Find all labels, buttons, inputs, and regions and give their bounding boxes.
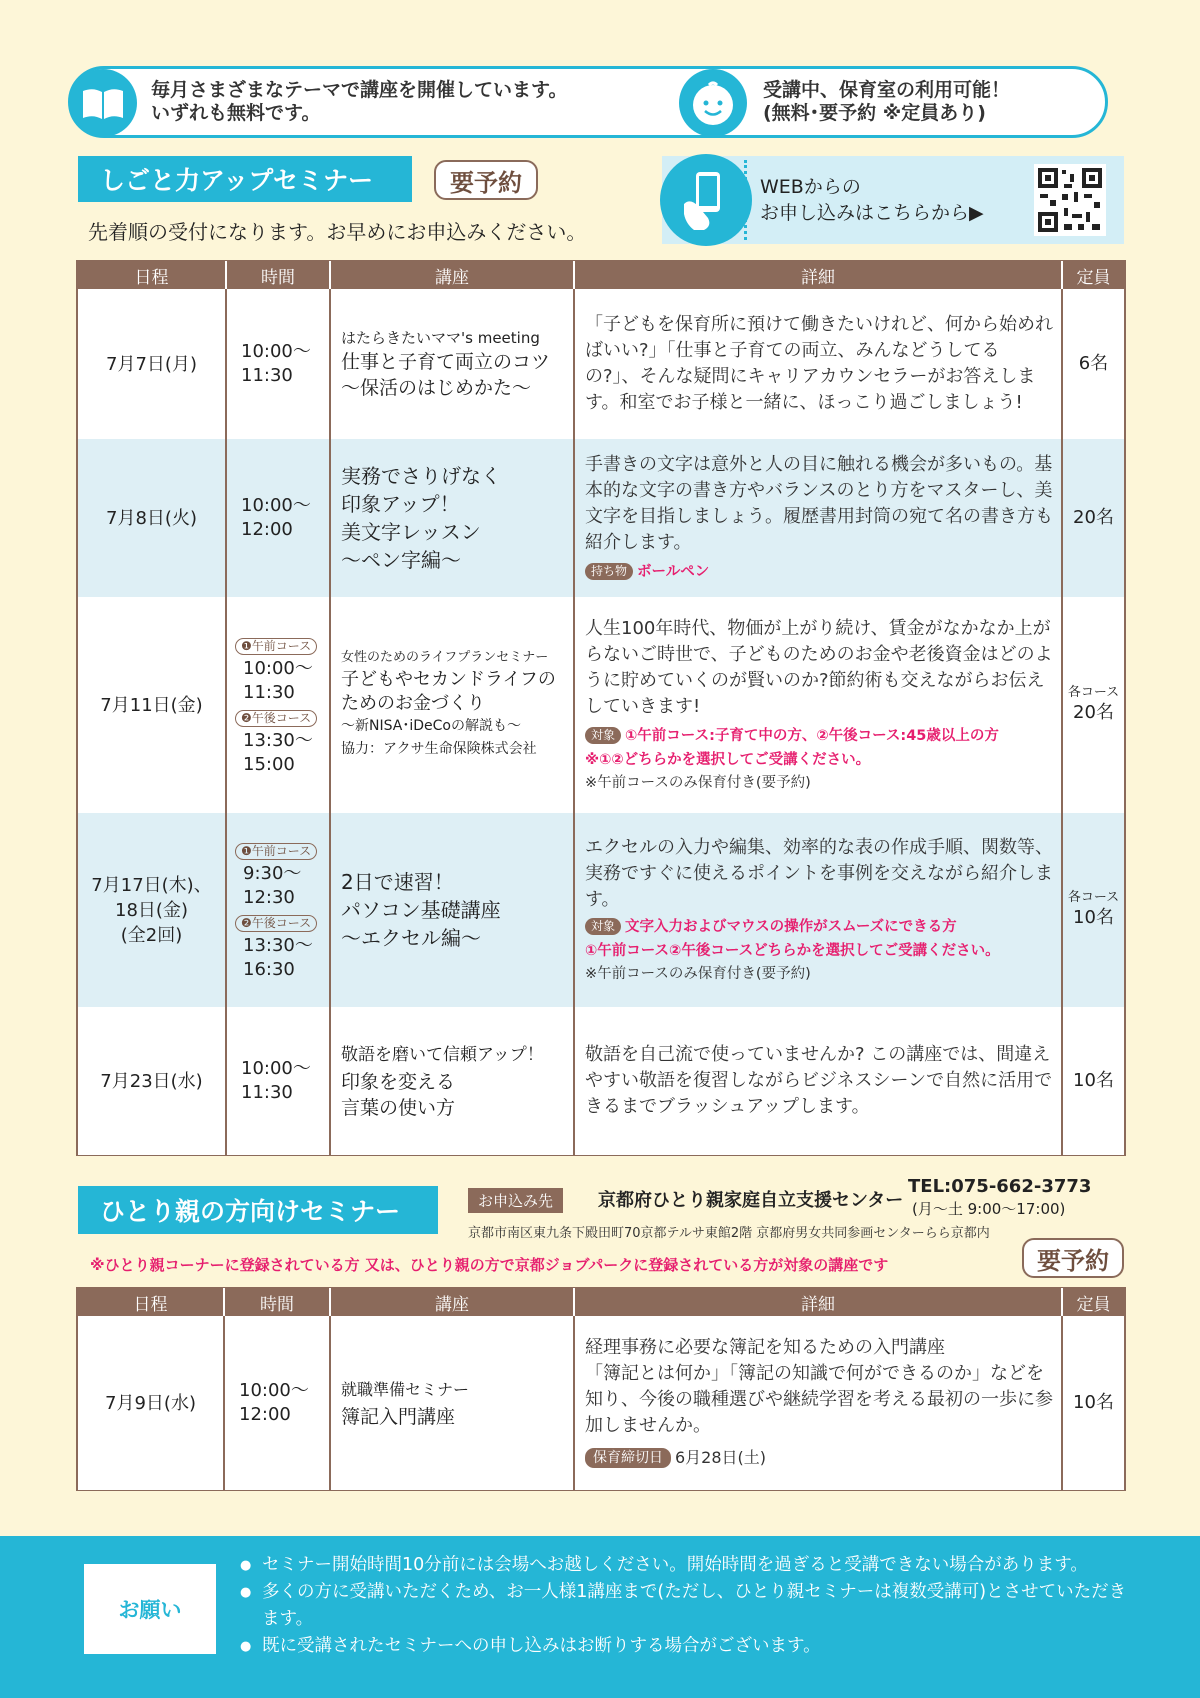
dotted-divider — [744, 160, 747, 240]
row-course — [330, 1007, 574, 1155]
header-capacity: 定員 — [1062, 1288, 1124, 1316]
hitori-section-title: ひとり親の方向けセミナー — [78, 1186, 438, 1234]
row-detail — [574, 1316, 1062, 1490]
web-apply-text[interactable]: WEBからの お申し込みはこちらから▶ — [760, 176, 984, 224]
baby-face-icon — [679, 69, 747, 137]
table-header-row — [78, 1288, 1124, 1316]
shigoto-section-title: しごと力アップセミナー — [78, 156, 412, 202]
course-title: 仕事と子育て両立のコツ 〜保活のはじめかた〜 — [341, 351, 551, 399]
list-item: ● 多くの方に受講いただくため、お一人様1講座まで(ただし、ひとり親セミナーは複数受講可)とさせていただきます。 — [240, 1579, 1140, 1633]
course-title: 印象を変える 言葉の使い方 — [341, 1071, 456, 1119]
reserve-badge: 要予約 — [434, 160, 538, 200]
target — [585, 913, 1053, 939]
row-course — [330, 289, 574, 439]
list-item: ● セミナー開始時間10分前には会場へお越しください。開始時間を過ぎると受講できない場合があります。 — [240, 1552, 1140, 1579]
smartphone-icon — [660, 154, 752, 246]
header-time: 時間 — [224, 1288, 330, 1316]
row-date: 7月7日(月) — [106, 353, 197, 375]
row-capacity — [1062, 597, 1124, 813]
course-subtitle: 敬語を磨いて信頼アップ！ — [341, 1045, 544, 1065]
header-detail: 詳細 — [574, 1288, 1062, 1316]
row-capacity — [1062, 813, 1124, 1007]
row-detail — [574, 439, 1062, 597]
course-partner: 協力：アクサ生命保険株式会社 — [341, 741, 537, 757]
course-title: 2日で速習！ パソコン基礎講座 〜エクセル編〜 — [341, 870, 501, 950]
row-time: 10:00〜 11:30 — [226, 289, 330, 439]
course-subtitle: 女性のためのライフプランセミナー — [341, 650, 549, 665]
select-note: ※①②どちらかを選択してご受講ください。 — [585, 752, 871, 768]
row-time: 10:00〜 11:30 — [226, 1007, 330, 1155]
row-date: 7月11日(金) — [100, 694, 203, 716]
row-time — [226, 813, 330, 1007]
course-subtitle: 就職準備セミナー — [341, 1380, 470, 1399]
capacity-value: 20名 — [1073, 702, 1114, 723]
course-title: 実務でさりげなく 印象アップ！ 美文字レッスン 〜ペン字編〜 — [341, 464, 501, 572]
course-subtitle: はたらきたいママ's meeting — [341, 329, 540, 347]
target-tag: 対象 — [585, 727, 621, 744]
row-course — [330, 813, 574, 1007]
target-tag: 対象 — [585, 918, 621, 935]
row-capacity: 20名 — [1062, 439, 1124, 597]
nursery-deadline — [585, 1445, 1053, 1471]
info-banner — [68, 66, 1108, 138]
request-band — [0, 1536, 1200, 1698]
am-course-label: ❶午前コース — [235, 638, 317, 655]
detail-text: 人生100年時代、物価が上がり続け、賃金がなかなか上がらないご時世で、子どものためのお金や老後資金はどのように貯めていくのが賢いのか?節約術も交えながらお伝えしていきます! — [585, 618, 1053, 717]
table-row — [78, 813, 1124, 1007]
am-time: 10:00〜 11:30 — [243, 658, 313, 703]
table-row — [78, 597, 1124, 813]
hitori-schedule-table — [78, 1288, 1124, 1490]
apply-label: お申込み先 — [468, 1188, 563, 1213]
row-course — [330, 1316, 574, 1490]
belongings — [585, 558, 1053, 584]
row-time — [226, 597, 330, 813]
am-course-label: ❶午前コース — [235, 843, 317, 860]
apply-address: 京都市南区東九条下殿田町70京都テルサ東館2階 京都府男女共同参画センターらら京都内 — [468, 1226, 990, 1241]
target-text: 文字入力およびマウスの操作がスムーズにできる方 — [625, 919, 957, 935]
belongings-tag: 持ち物 — [585, 563, 633, 580]
free-seminar-text: 毎月さまざまなテーマで講座を開催しています。 いずれも無料です。 — [151, 79, 568, 124]
row-detail: 敬語を自己流で使っていませんか? この講座では、間違えやすい敬語を復習しながらビジネスシーンで自然に活用できるまでブラッシュアップします。 — [574, 1007, 1062, 1155]
pm-course-label: ❷午後コース — [235, 710, 317, 727]
course-title: 子どもやセカンドライフの ためのお金づくり — [341, 669, 556, 714]
row-detail — [574, 813, 1062, 1007]
course-subtitle-2: 〜新NISA･iDeCoの解説も〜 — [341, 718, 521, 734]
pm-time: 13:30〜 15:00 — [243, 730, 313, 775]
table-row — [78, 1007, 1124, 1155]
select-note: ①午前コース②午後コースどちらかを選択してご受講ください。 — [585, 943, 1000, 959]
apply-hours: (月〜土 9:00〜17:00) — [912, 1200, 1066, 1218]
request-label: お願い — [84, 1564, 216, 1654]
row-capacity: 10名 — [1062, 1007, 1124, 1155]
header-capacity: 定員 — [1062, 261, 1124, 289]
row-date: 7月8日(火) — [78, 439, 226, 597]
capacity-each-label: 各コース — [1067, 890, 1120, 905]
row-date: 7月23日(水) — [100, 1070, 203, 1092]
row-date: 7月17日(木)、 18日(金) (全2回) — [78, 813, 226, 1007]
lead-text: 先着順の受付になります。お早めにお申込みください。 — [88, 220, 587, 244]
header-detail: 詳細 — [574, 261, 1062, 289]
list-item: ● 既に受講されたセミナーへの申し込みはお断りする場合がございます。 — [240, 1633, 1140, 1660]
target — [585, 722, 1053, 748]
web-application-box[interactable] — [662, 156, 1124, 244]
row-capacity: 10名 — [1062, 1316, 1124, 1490]
course-title: 簿記入門講座 — [341, 1406, 456, 1428]
row-detail — [574, 597, 1062, 813]
capacity-each-label: 各コース — [1067, 685, 1120, 700]
request-list — [240, 1552, 1140, 1660]
hitori-reserve-badge: 要予約 — [1022, 1238, 1124, 1278]
row-course — [330, 439, 574, 597]
row-time: 10:00〜 12:00 — [226, 439, 330, 597]
apply-organization: 京都府ひとり親家庭自立支援センター — [598, 1190, 904, 1211]
capacity-value: 10名 — [1073, 907, 1114, 928]
table-row — [78, 439, 1124, 597]
table-row — [78, 1316, 1124, 1490]
deadline-date: 6月28日(土) — [675, 1448, 767, 1467]
row-date: 7月9日(水) — [105, 1392, 196, 1414]
header-course: 講座 — [330, 1288, 574, 1316]
row-time: 10:00〜 12:00 — [224, 1316, 330, 1490]
row-course — [330, 597, 574, 813]
hitori-eligibility-note: ※ひとり親コーナーに登録されている方 又は、ひとり親の方で京都ジョブパークに登録されている方が対象の講座です — [90, 1256, 889, 1274]
table-row — [78, 289, 1124, 439]
header-date: 日程 — [78, 261, 226, 289]
nursery-note: ※午前コースのみ保育付き(要予約) — [585, 775, 811, 791]
detail-text: 経理事務に必要な簿記を知るための入門講座 「簿記とは何か」「簿記の知識で何ができるのか」などを知り、今後の職種選びや継続学習を考える最初の一歩に参加しませんか。 — [585, 1337, 1053, 1436]
row-capacity: 6名 — [1062, 289, 1124, 439]
qr-code-icon[interactable] — [1034, 164, 1106, 236]
pm-time: 13:30〜 16:30 — [243, 935, 313, 980]
table-header-row — [78, 261, 1124, 289]
target-text: ①午前コース:子育て中の方、②午後コース:45歳以上の方 — [625, 728, 999, 744]
detail-text: エクセルの入力や編集、効率的な表の作成手順、関数等、実務ですぐに使えるポイントを事例を交えながら紹介します。 — [585, 837, 1053, 910]
apply-phone[interactable]: TEL:075-662-3773 — [908, 1176, 1092, 1197]
shigoto-schedule-table — [78, 261, 1124, 1155]
nursery-note: ※午前コースのみ保育付き(要予約) — [585, 966, 811, 982]
belongings-text: ボールペン — [637, 564, 710, 580]
detail-text: 手書きの文字は意外と人の目に触れる機会が多いもの。基本的な文字の書き方やバランスのとり方をマスターし、美文字を目指しましょう。履歴書用封筒の宛て名の書き方も紹介します。 — [585, 454, 1053, 553]
pm-course-label: ❷午後コース — [235, 915, 317, 932]
deadline-tag: 保育締切日 — [585, 1448, 671, 1468]
header-course: 講座 — [330, 261, 574, 289]
nursery-text: 受講中、保育室の利用可能！ (無料･要予約 ※定員あり) — [763, 79, 1011, 124]
header-time: 時間 — [226, 261, 330, 289]
am-time: 9:30〜 12:30 — [243, 863, 302, 908]
row-detail: 「子どもを保育所に預けて働きたいけれど、何から始めればいい?」「仕事と子育ての両立、みんなどうしてるの?」、そんな疑問にキャリアカウンセラーがお答えします。和室でお子様と一緒に、ほっこり過ごしましょう! — [574, 289, 1062, 439]
book-icon — [69, 69, 137, 137]
header-date: 日程 — [78, 1288, 224, 1316]
